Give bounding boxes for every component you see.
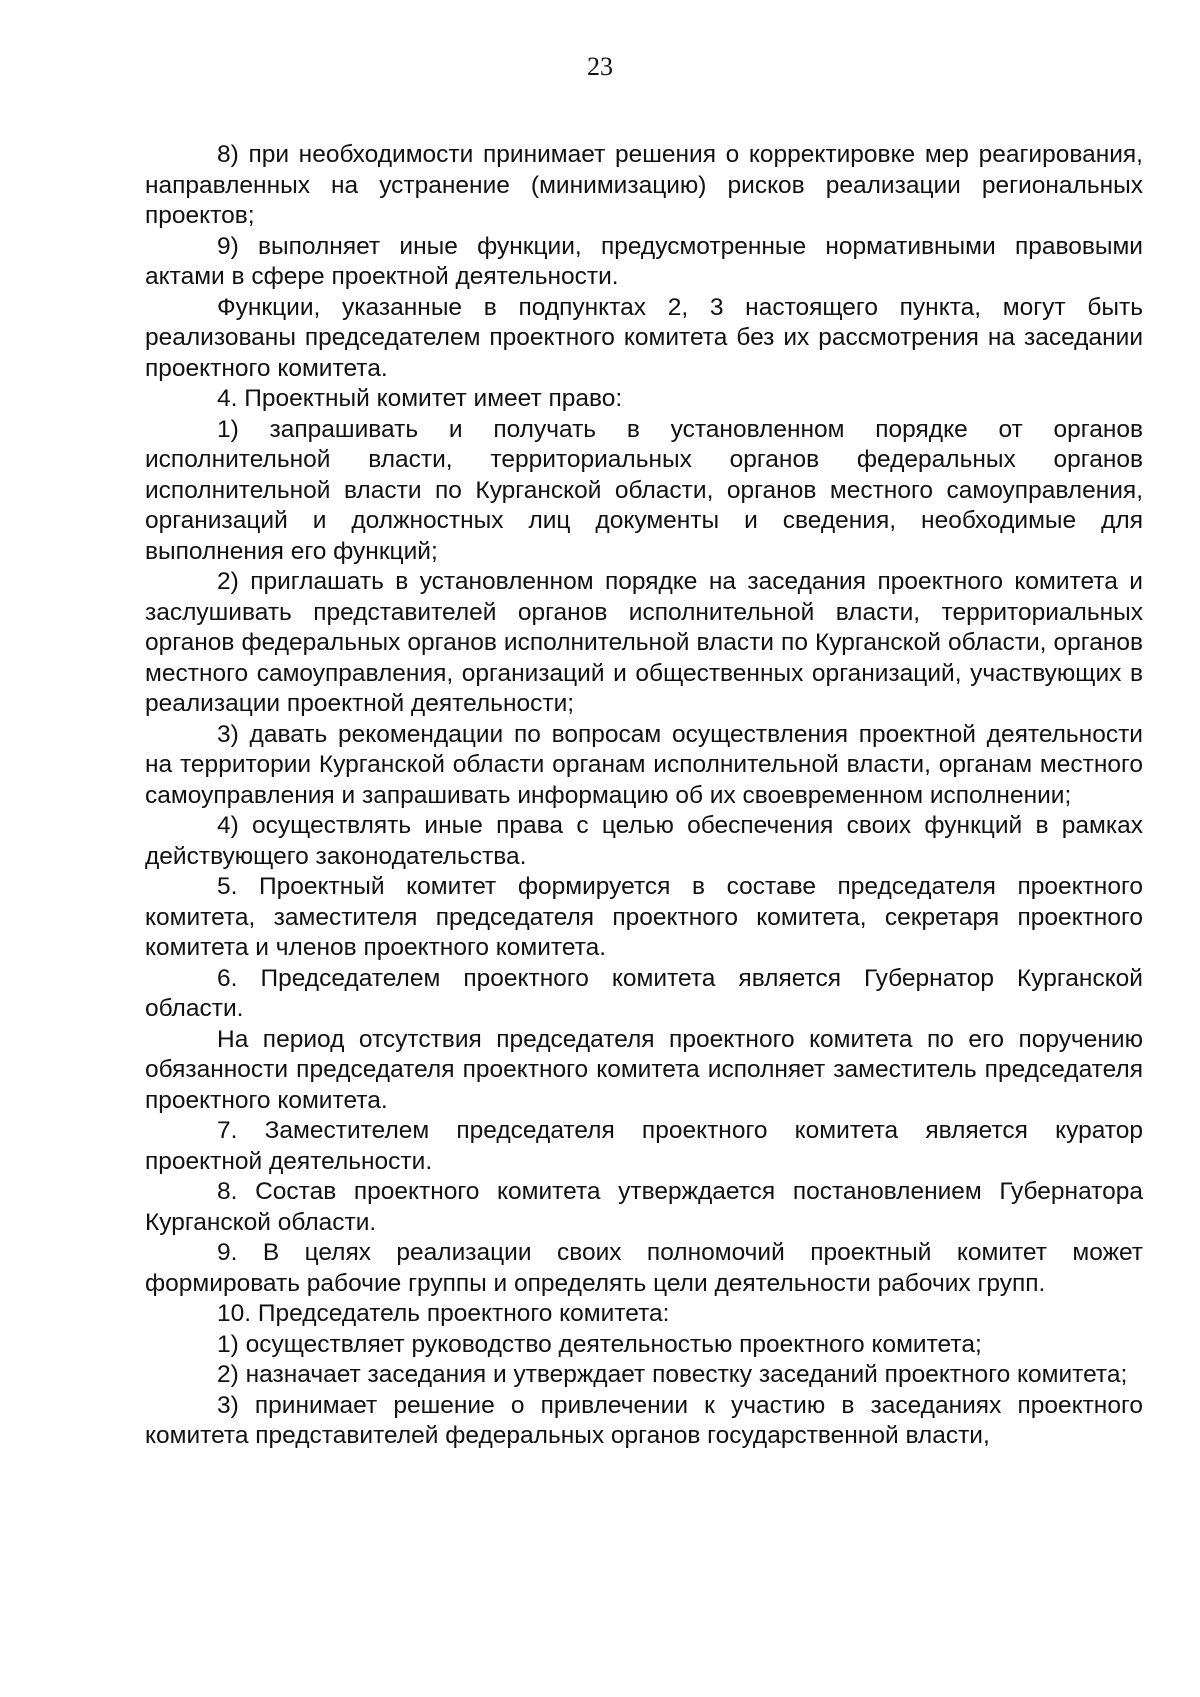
paragraph: 4. Проектный комитет имеет право:	[217, 385, 623, 412]
paragraph: 8) при необходимости принимает решения о корректировке мер реагирования, направленных на устранение (минимизацию) рисков реализации региональных проектов;	[145, 141, 1143, 229]
paragraph: 6. Председателем проектного комитета является Губернатор Курганской области.	[145, 964, 1143, 1022]
paragraph: 5. Проектный комитет формируется в составе председателя проектного комитета, заместителя председателя проектного комитета, секретаря проектного комитета и членов проектного комитета.	[145, 873, 1143, 961]
document-body	[145, 140, 1143, 1452]
paragraph: 2) назначает заседания и утверждает повестку заседаний проектного комитета;	[217, 1361, 1128, 1388]
paragraph: На период отсутствия председателя проектного комитета по его поручению обязанности председателя проектного комитета исполняет заместитель председателя проектного комитета.	[145, 1025, 1143, 1114]
paragraph: 10. Председатель проектного комитета:	[217, 1300, 670, 1327]
paragraph: 4) осуществлять иные права с целью обеспечения своих функций в рамках действующего законодательства.	[145, 812, 1143, 870]
page-number: 23	[587, 52, 613, 81]
paragraph: 9) выполняет иные функции, предусмотренные нормативными правовыми актами в сфере проектной деятельности.	[145, 232, 1143, 290]
paragraph: 1) осуществляет руководство деятельностью проектного комитета;	[217, 1330, 982, 1358]
paragraph: 8. Состав проектного комитета утверждается постановлением Губернатора Курганской области.	[145, 1178, 1143, 1236]
paragraph: 3) давать рекомендации по вопросам осуществления проектной деятельности на территории Курганской области органам исполнительной власти, органам местного самоуправления и запрашивать информацию об их своевременном исполнении;	[145, 720, 1143, 809]
paragraph: 3) принимает решение о привлечении к участию в заседаниях проектного комитета представителей федеральных органов государственной власти,	[145, 1391, 1143, 1449]
paragraph: 7. Заместителем председателя проектного комитета является куратор проектной деятельности.	[145, 1117, 1143, 1175]
paragraph: 2) приглашать в установленном порядке на заседания проектного комитета и заслушивать представителей органов исполнительной власти, территориальных органов федеральных органов исполнительной власти по Курганской области, органов местного самоуправления, организаций и общественных организаций, участвующих в реализации проектной деятельности;	[145, 568, 1143, 717]
paragraph: 9. В целях реализации своих полномочий проектный комитет может формировать рабочие группы и определять цели деятельности рабочих групп.	[145, 1239, 1143, 1297]
paragraph: 1) запрашивать и получать в установленном порядке от органов исполнительной власти, территориальных органов федеральных органов исполнительной власти по Курганской области, органов местного самоуправления, организаций и должностных лиц документы и сведения, необходимые для выполнения его функций;	[145, 415, 1143, 565]
paragraph: Функции, указанные в подпунктах 2, 3 настоящего пункта, могут быть реализованы председателем проектного комитета без их рассмотрения на заседании проектного комитета.	[145, 293, 1143, 382]
